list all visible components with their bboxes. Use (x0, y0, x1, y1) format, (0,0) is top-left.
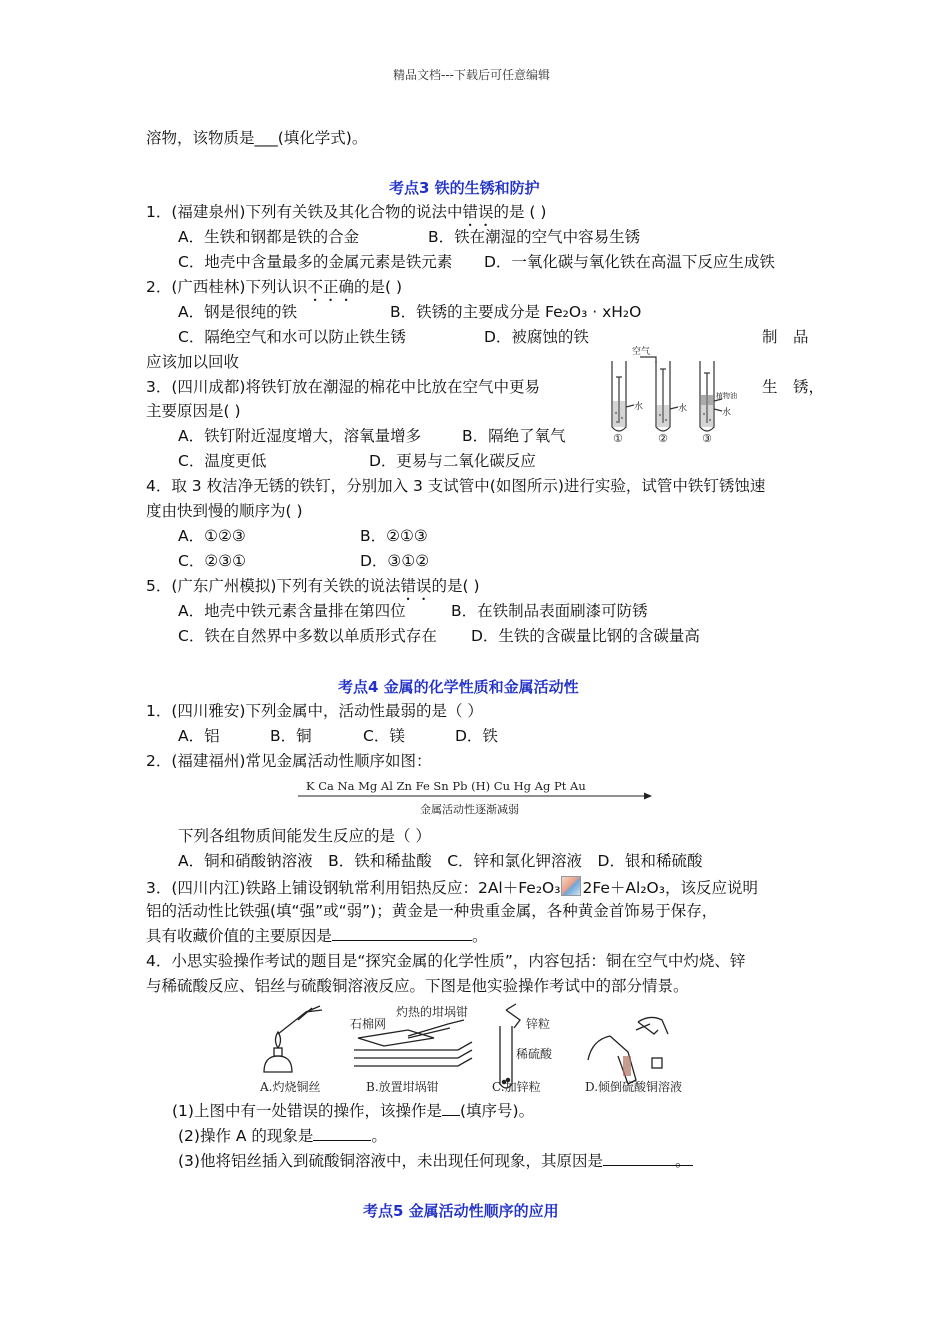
q4-4-sub3: (3)他将铝丝插入到硫酸铜溶液中，未出现任何现象，其原因是 。 (178, 1151, 693, 1171)
q3-4-option-d: D．③①② (360, 552, 430, 570)
q3-3-option-c: C．温度更低 (178, 452, 267, 470)
q3-1-option-d: D．一氧化碳与氧化铁在高温下反应生成铁 (484, 253, 775, 271)
q4-1-option-d: D．铁 (455, 727, 498, 745)
fig-label-water-3: 水 (722, 408, 732, 418)
answer-blank-1[interactable] (442, 1101, 460, 1116)
q3-1-stem: 1．(福建泉州)下列有关铁及其化合物的说法中错误的是 ( ) (146, 203, 547, 221)
q4-1-stem: 1．(四川雅安)下列金属中，活动性最弱的是（ ） (146, 702, 483, 720)
q3-4-option-c: C．②③① (178, 552, 247, 570)
page-header: 精品文档---下载后可任意编辑 (393, 68, 550, 82)
q3-3-option-a: A．铁钉附近湿度增大，溶氧量增多 (178, 427, 422, 445)
q4-3-line2: 铝的活动性比铁强(填“强”或“弱”)；黄金是一种贵重金属，各种黄金首饰易于保存， (146, 902, 718, 920)
fig-label-tube-2: ② (658, 432, 668, 445)
q4-2-stem: 2．(福建福州)常见金属活动性顺序如图： (146, 752, 432, 770)
q3-4-stem-wrap: 度由快到慢的顺序为( ) (146, 502, 303, 520)
q3-1-option-a: A．生铁和钢都是铁的合金 (178, 228, 360, 246)
answer-blank-2[interactable] (313, 1126, 371, 1141)
section-title-4: 考点4 金属的化学性质和金属活动性 (338, 678, 579, 696)
fig-caption-a: A.灼烧铜丝 (260, 1080, 321, 1094)
answer-blank-3-end: 。 (675, 1151, 693, 1166)
q4-4-sub2: (2)操作 A 的现象是 。 (178, 1127, 387, 1145)
q3-2-option-c: C．隔绝空气和水可以防止铁生锈 (178, 328, 406, 346)
q3-3-stem-end: 生 锈， (762, 378, 825, 396)
equation-condition-icon (561, 876, 581, 896)
activity-series-arrow (298, 791, 654, 801)
q3-2-stem: 2．(广西桂林)下列认识不正确的是( ) (146, 278, 403, 296)
intro-line: 溶物，该物质是___(填化学式)。 (146, 129, 368, 147)
fig-label-tube-1: ① (613, 432, 623, 445)
q3-3-option-d: D．更易与二氧化碳反应 (369, 452, 536, 470)
q3-5-stem: 5．(广东广州模拟)下列有关铁的说法错误的是( ) (146, 577, 480, 595)
activity-series-labels: K Ca Na Mg Al Zn Fe Sn Pb (H) Cu Hg Ag Pt Au (306, 779, 586, 793)
q4-4-line1: 4．小思实验操作考试的题目是“探究金属的化学性质”，内容包括：铜在空气中灼烧、锌 (146, 952, 746, 970)
fig-label-tongs: 灼热的坩埚钳 (396, 1005, 469, 1019)
q4-3-line3: 具有收藏价值的主要原因是 。 (146, 927, 488, 945)
q3-3-option-b: B．隔绝了氧气 (462, 427, 566, 445)
fig-label-oil: 植物油 (716, 392, 737, 400)
q3-2-option-d: D．被腐蚀的铁 (484, 328, 589, 346)
q3-4-stem: 4．取 3 枚洁净无锈的铁钉，分别加入 3 支试管中(如图所示)进行实验，试管中铁钉锈蚀速 (146, 477, 766, 495)
q3-5-option-b: B．在铁制品表面刷漆可防锈 (451, 602, 648, 620)
asbestos-net-icon (358, 1030, 434, 1046)
q3-1-option-b: B．铁在潮湿的空气中容易生锈 (428, 228, 641, 246)
q4-1-option-b: B．铜 (270, 727, 312, 745)
q3-3-stem-wrap: 主要原因是( ) (146, 402, 241, 420)
q4-1-option-a: A．铝 (178, 727, 220, 745)
fig-label-air: 空气 (632, 347, 651, 357)
q3-2-option-d-wrap: 应该加以回收 (146, 353, 240, 371)
fig-label-acid: 稀硫酸 (516, 1047, 553, 1061)
test-tubes-figure (604, 343, 737, 445)
fig-label-water-1: 水 (634, 402, 644, 412)
q3-4-option-a: A．①②③ (178, 527, 246, 545)
q3-4-option-b: B．②①③ (360, 527, 428, 545)
fig-caption-c: C.加锌粒 (492, 1080, 541, 1094)
fig-caption-d: D.倾倒硫酸铜溶液 (585, 1080, 683, 1094)
q4-4-sub1: (1)上图中有一处错误的操作，该操作是 (填序号)。 (172, 1102, 535, 1120)
fig-label-tube-3: ③ (702, 432, 712, 445)
q3-5-option-a: A．地壳中铁元素含量排在第四位 (178, 602, 406, 620)
q4-4-line2: 与稀硫酸反应、铝丝与硫酸铜溶液反应。下图是他实验操作考试中的部分情景。 (146, 977, 689, 995)
fig-caption-b: B.放置坩埚钳 (366, 1080, 439, 1094)
fig-label-zinc: 锌粒 (526, 1017, 551, 1031)
q3-3-stem: 3．(四川成都)将铁钉放在潮湿的棉花中比放在空气中更易 (146, 378, 540, 396)
q3-5-option-c: C．铁在自然界中多数以单质形式存在 (178, 627, 437, 645)
q4-3-line1: 3．(四川内江)铁路上铺设钢轨常利用铝热反应：2Al＋Fe₂O₃ 2Fe＋Al₂O₃，该反应说明 (146, 876, 758, 898)
section-title-5: 考点5 金属活动性顺序的应用 (363, 1202, 559, 1220)
q3-2-option-b: B．铁锈的主要成分是 Fe₂O₃ · xH₂O (390, 303, 642, 321)
answer-blank-3[interactable] (603, 1151, 675, 1166)
q4-2-options: A．铜和硝酸钠溶液 B．铁和稀盐酸 C．锌和氯化钾溶液 D．银和稀硫酸 (178, 852, 703, 870)
q4-1-option-c: C．镁 (363, 727, 405, 745)
activity-series-caption: 金属活动性逐渐减弱 (420, 803, 519, 816)
q3-2-option-a: A．钢是很纯的铁 (178, 303, 298, 321)
section-title-3: 考点3 铁的生锈和防护 (389, 179, 540, 197)
fig-label-asbestos: 石棉网 (350, 1017, 387, 1031)
answer-blank-gold[interactable] (332, 926, 472, 941)
q3-1-option-c: C．地壳中含量最多的金属元素是铁元素 (178, 253, 453, 271)
q4-2-substem: 下列各组物质间能发生反应的是（ ） (178, 827, 431, 845)
alcohol-lamp-icon (264, 1056, 292, 1072)
q3-5-option-d: D．生铁的含碳量比钢的含碳量高 (471, 627, 700, 645)
fig-label-water-2: 水 (678, 404, 688, 414)
q3-2-option-d-cont: 制 品 (762, 328, 809, 346)
